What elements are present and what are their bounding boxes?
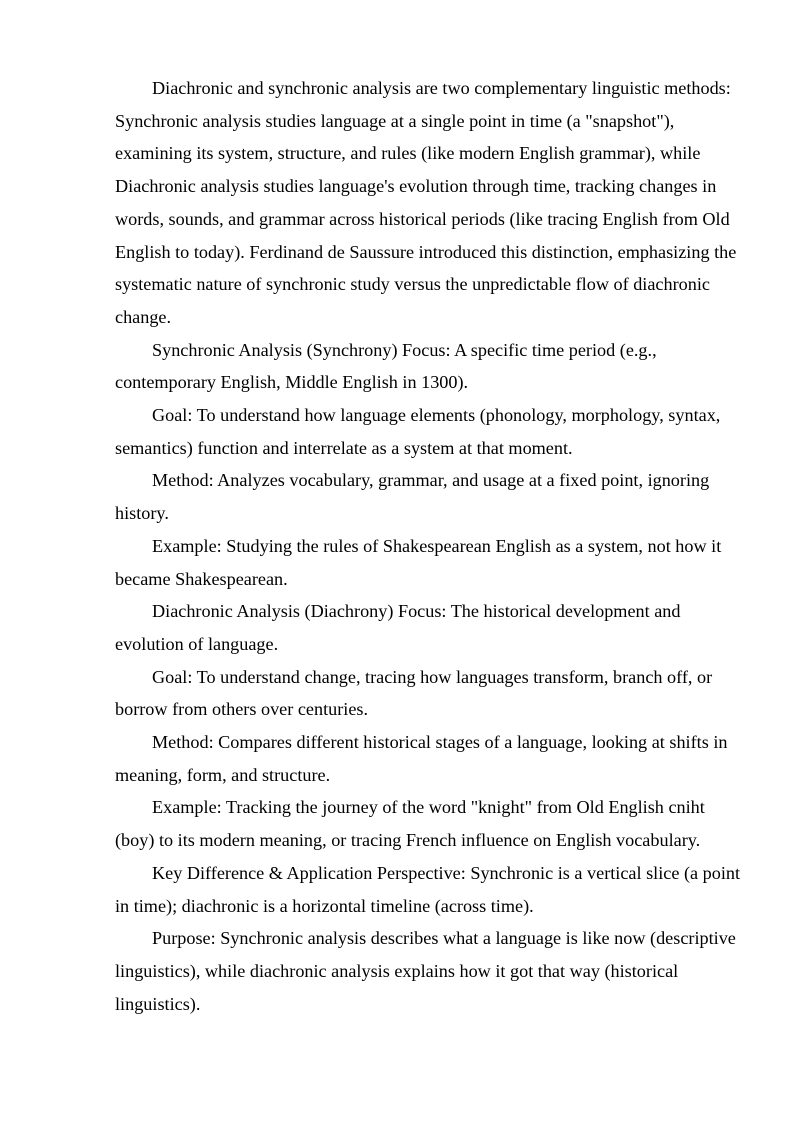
paragraph-synchronic-goal: Goal: To understand how language elements (phonology, morphology, syntax, semantics) function and interrelate as a system at that moment. (115, 405, 721, 458)
paragraph-key-difference: Key Difference & Application Perspective: Synchronic is a vertical slice (a point in time); diachronic is a horizontal timeline (across time). (115, 862, 741, 916)
paragraph-synchronic-focus: Synchronic Analysis (Synchrony) Focus: A specific time period (e.g., contemporary English, Middle English in 1300). (115, 339, 657, 393)
paragraph-diachronic-focus: Diachronic Analysis (Diachrony) Focus: The historical development and evolution of language. (115, 601, 681, 654)
paragraph-diachronic-example: Example: Tracking the journey of the word "knight" from Old English cniht (boy) to its modern meaning, or tracing French influence on English vocabulary. (115, 797, 705, 851)
document-page (115, 72, 747, 1020)
paragraph-diachronic-goal: Goal: To understand change, tracing how languages transform, branch off, or borrow from others over centuries. (115, 666, 713, 720)
paragraph-synchronic-example: Example: Studying the rules of Shakespearean English as a system, not how it became Shakespearean. (115, 535, 722, 589)
paragraph-synchronic-method: Method: Analyzes vocabulary, grammar, and usage at a fixed point, ignoring history. (115, 470, 710, 524)
paragraph-diachronic-method: Method: Compares different historical stages of a language, looking at shifts in meaning, form, and structure. (115, 732, 728, 785)
paragraph-purpose: Purpose: Synchronic analysis describes what a language is like now (descriptive linguistics), while diachronic analysis explains how it got that way (historical linguistics). (115, 928, 736, 1014)
paragraph-intro: Diachronic and synchronic analysis are two complementary linguistic methods: Synchronic analysis studies language at a single point in time (a "snapshot"), examining its system, structure, and rules (like modern English grammar), while Diachronic analysis studies language's evolution through time, tracking changes in words, sounds, and grammar across historical periods (like tracing English from Old English to today). Ferdinand de Saussure introduced this distinction, emphasizing the systematic nature of synchronic study versus the unpredictable flow of diachronic change. (115, 78, 737, 327)
